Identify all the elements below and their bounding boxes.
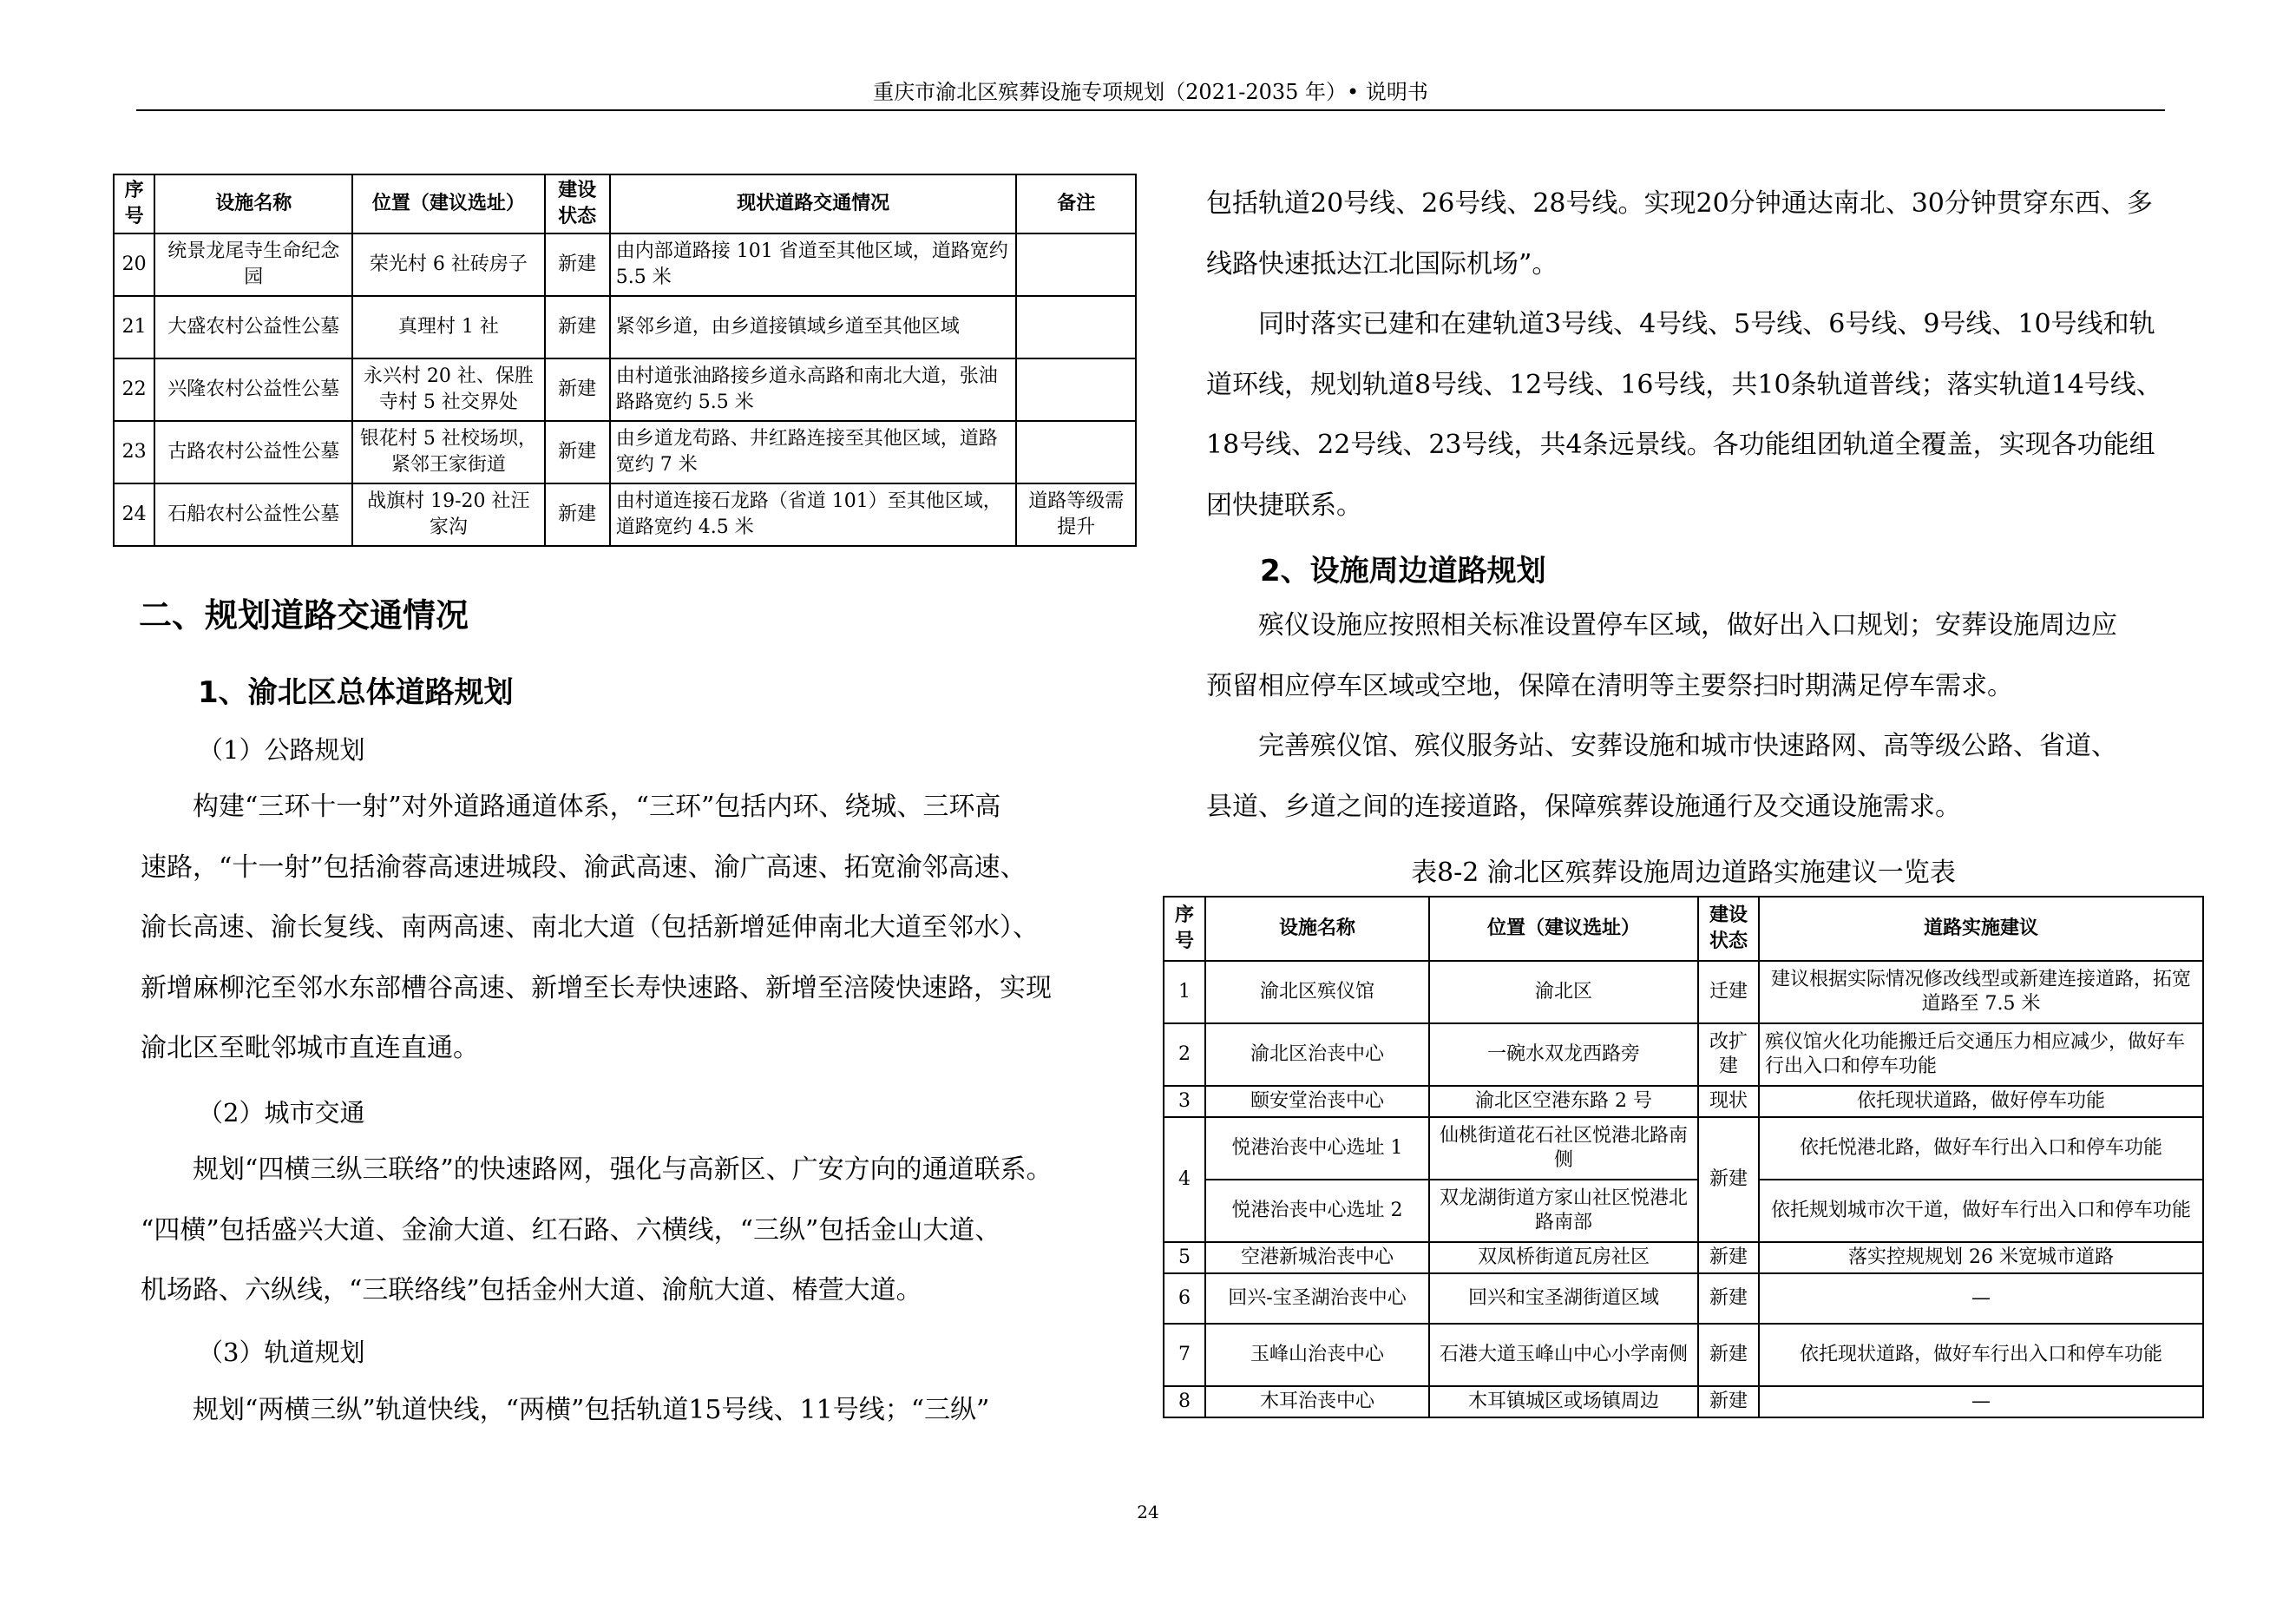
col-header-remark: 备注 — [1016, 174, 1136, 233]
text-line: 团快捷联系。 — [1206, 490, 1362, 521]
text-line: 新增麻柳沱至邻水东部槽谷高速、新增至长寿快速路、新增至涪陵快速路，实现 — [141, 972, 1052, 1003]
subsection-heading-2: 2、设施周边道路规划 — [1260, 554, 1546, 588]
header-rule — [136, 109, 2165, 111]
cell-advice: — — [1759, 1273, 2203, 1324]
road-advice-table — [1163, 896, 2204, 1418]
paragraph-highway — [141, 777, 1104, 1079]
cell-traffic: 由内部道路接 101 省道至其他区域，道路宽约 5.5 米 — [610, 233, 1017, 296]
text-line: 构建“三环十一射”对外道路通道体系，“三环”包括内环、绕城、三环高 — [193, 792, 1001, 822]
cell-status: 改扩建 — [1698, 1023, 1759, 1086]
cell-no: 22 — [114, 358, 154, 421]
cell-name: 木耳治丧中心 — [1205, 1386, 1429, 1417]
paragraph-urban — [141, 1140, 1104, 1321]
cell-no: 5 — [1164, 1242, 1205, 1273]
cell-status: 新建 — [1698, 1117, 1759, 1242]
cell-advice: 建议根据实际情况修改线型或新建连接道路，拓宽道路至 7.5 米 — [1759, 961, 2203, 1023]
cell-location: 仙桃街道花石社区悦港北路南侧 — [1429, 1117, 1698, 1180]
col-header-no: 序号 — [114, 174, 154, 233]
cell-traffic: 由村道连接石龙路（省道 101）至其他区域，道路宽约 4.5 米 — [610, 483, 1017, 546]
paragraph-rail — [141, 1380, 1104, 1441]
cell-location: 双龙湖街道方家山社区悦港北路南部 — [1429, 1180, 1698, 1242]
cell-status: 新建 — [1698, 1242, 1759, 1273]
cell-status: 迁建 — [1698, 961, 1759, 1023]
left-column — [113, 174, 1137, 547]
cell-status: 新建 — [1698, 1324, 1759, 1386]
cell-location: 木耳镇城区或场镇周边 — [1429, 1386, 1698, 1417]
col-header-advice: 道路实施建议 — [1759, 897, 2203, 961]
cell-advice: 落实控规规划 26 米宽城市道路 — [1759, 1242, 2203, 1273]
table-row — [1164, 1386, 2203, 1417]
text-line: 渝北区至毗邻城市直连直通。 — [141, 1033, 479, 1063]
table-row — [1164, 1273, 2203, 1324]
subsection-heading-1: 1、渝北区总体道路规划 — [198, 675, 514, 710]
page-number: 24 — [1137, 1502, 1159, 1522]
cell-status: 新建 — [545, 296, 610, 358]
cell-status: 新建 — [1698, 1386, 1759, 1417]
table-row — [114, 233, 1136, 296]
cell-location: 双凤桥街道瓦房社区 — [1429, 1242, 1698, 1273]
item-heading-rail: （3）轨道规划 — [198, 1338, 365, 1367]
cell-name: 悦港治丧中心选址 1 — [1205, 1117, 1429, 1180]
cell-no: 8 — [1164, 1386, 1205, 1417]
cell-name: 悦港治丧中心选址 2 — [1205, 1180, 1429, 1242]
text-line: “四横”包括盛兴大道、金渝大道、红石路、六横线，“三纵”包括金山大道、 — [141, 1214, 1001, 1246]
cell-remark — [1016, 358, 1136, 421]
cell-no: 3 — [1164, 1086, 1205, 1117]
cell-no: 20 — [114, 233, 154, 296]
cell-no: 1 — [1164, 961, 1205, 1023]
cell-location: 回兴和宝圣湖街道区域 — [1429, 1273, 1698, 1324]
table-row — [114, 421, 1136, 483]
cell-name: 颐安堂治丧中心 — [1205, 1086, 1429, 1117]
cell-no: 6 — [1164, 1273, 1205, 1324]
table-row — [114, 483, 1136, 546]
table-row — [1164, 1117, 2203, 1180]
cell-status: 现状 — [1698, 1086, 1759, 1117]
cell-name: 空港新城治丧中心 — [1205, 1242, 1429, 1273]
cell-no: 4 — [1164, 1117, 1205, 1242]
table-row — [1164, 1324, 2203, 1386]
cell-name: 兴隆农村公益性公墓 — [154, 358, 352, 421]
cell-location: 荣光村 6 社砖房子 — [352, 233, 544, 296]
cell-name: 渝北区殡仪馆 — [1205, 961, 1429, 1023]
cell-advice: 依托悦港北路，做好车行出入口和停车功能 — [1759, 1117, 2203, 1180]
cell-location: 石港大道玉峰山中心小学南侧 — [1429, 1324, 1698, 1386]
cell-remark — [1016, 421, 1136, 483]
text-line: 18号线、22号线、23号线，共4条远景线。各功能组团轨道全覆盖，实现各功能组 — [1206, 430, 2155, 460]
cell-advice: 殡仪馆火化功能搬迁后交通压力相应减少，做好车行出入口和停车功能 — [1759, 1023, 2203, 1086]
cell-location: 一碗水双龙西路旁 — [1429, 1023, 1698, 1086]
text-line: 完善殡仪馆、殡仪服务站、安葬设施和城市快速路网、高等级公路、省道、 — [1258, 731, 2117, 761]
text-line: 殡仪设施应按照相关标准设置停车区域，做好出入口规划；安葬设施周边应 — [1258, 610, 2117, 641]
cell-advice: — — [1759, 1386, 2203, 1417]
table-header-row — [1164, 897, 2203, 961]
text-line: 速路，“十一射”包括渝蓉高速进城段、渝武高速、渝广高速、拓宽渝邻高速、 — [141, 851, 1027, 883]
cell-name: 统景龙尾寺生命纪念园 — [154, 233, 352, 296]
table-header-row — [114, 174, 1136, 233]
text-line: 线路快速抵达江北国际机场”。 — [1206, 248, 1558, 279]
cell-no: 21 — [114, 296, 154, 358]
cell-location: 真理村 1 社 — [352, 296, 544, 358]
col-header-name: 设施名称 — [154, 174, 352, 233]
cell-remark — [1016, 233, 1136, 296]
col-header-name: 设施名称 — [1205, 897, 1429, 961]
cell-name: 古路农村公益性公墓 — [154, 421, 352, 483]
col-header-status: 建设状态 — [545, 174, 610, 233]
cell-traffic: 由乡道龙苟路、井红路连接至其他区域，道路宽约 7 米 — [610, 421, 1017, 483]
table-row — [114, 296, 1136, 358]
item-heading-urban: （2）城市交通 — [198, 1098, 365, 1128]
text-line: 渝长高速、渝长复线、南两高速、南北大道（包括新增延伸南北大道至邻水）、 — [141, 912, 1039, 943]
cell-location: 战旗村 19-20 社汪家沟 — [352, 483, 544, 546]
table-row — [1164, 1023, 2203, 1086]
paragraph-surrounding-roads — [1206, 595, 2169, 837]
cell-location: 银花村 5 社校场坝，紧邻王家街道 — [352, 421, 544, 483]
page-header: 重庆市渝北区殡葬设施专项规划（2021-2035 年）• 说明书 — [873, 80, 1428, 104]
cell-remark — [1016, 296, 1136, 358]
cell-traffic: 由村道张油路接乡道永高路和南北大道，张油路路宽约 5.5 米 — [610, 358, 1017, 421]
road-advice-table-wrap — [1163, 896, 2202, 1418]
col-header-location: 位置（建议选址） — [1429, 897, 1698, 961]
cell-advice: 依托现状道路，做好车行出入口和停车功能 — [1759, 1324, 2203, 1386]
item-heading-highway: （1）公路规划 — [198, 735, 365, 765]
table-caption: 表8-2 渝北区殡葬设施周边道路实施建议一览表 — [1411, 858, 1956, 888]
col-header-no: 序号 — [1164, 897, 1205, 961]
cell-status: 新建 — [545, 358, 610, 421]
text-line: 县道、乡道之间的连接道路，保障殡葬设施通行及交通设施需求。 — [1206, 791, 1961, 822]
cell-advice: 依托现状道路，做好停车功能 — [1759, 1086, 2203, 1117]
cell-name: 回兴-宝圣湖治丧中心 — [1205, 1273, 1429, 1324]
paragraph-rail-continued — [1206, 174, 2169, 536]
cell-status: 新建 — [545, 233, 610, 296]
text-line: 机场路、六纵线，“三联络线”包括金州大道、渝航大道、椿萱大道。 — [141, 1275, 922, 1305]
text-line: 规划“四横三纵三联络”的快速路网，强化与高新区、广安方向的通道联系。 — [193, 1154, 1053, 1185]
cell-no: 2 — [1164, 1023, 1205, 1086]
col-header-location: 位置（建议选址） — [352, 174, 544, 233]
table-row — [1164, 1086, 2203, 1117]
table-row — [1164, 1242, 2203, 1273]
col-header-traffic: 现状道路交通情况 — [610, 174, 1017, 233]
cell-no: 23 — [114, 421, 154, 483]
cell-name: 石船农村公益性公墓 — [154, 483, 352, 546]
cell-status: 新建 — [1698, 1273, 1759, 1324]
cell-name: 渝北区治丧中心 — [1205, 1023, 1429, 1086]
cell-location: 永兴村 20 社、保胜寺村 5 社交界处 — [352, 358, 544, 421]
cell-name: 大盛农村公益性公墓 — [154, 296, 352, 358]
cell-remark: 道路等级需提升 — [1016, 483, 1136, 546]
col-header-status: 建设状态 — [1698, 897, 1759, 961]
cell-traffic: 紧邻乡道，由乡道接镇域乡道至其他区域 — [610, 296, 1017, 358]
text-line: 包括轨道20号线、26号线、28号线。实现20分钟通达南北、30分钟贯穿东西、多 — [1206, 188, 2153, 219]
table-row — [114, 358, 1136, 421]
table-row — [1164, 1180, 2203, 1242]
cell-no: 7 — [1164, 1324, 1205, 1386]
cell-status: 新建 — [545, 421, 610, 483]
table-row — [1164, 961, 2203, 1023]
cell-no: 24 — [114, 483, 154, 546]
cell-advice: 依托规划城市次干道，做好车行出入口和停车功能 — [1759, 1180, 2203, 1242]
text-line: 规划“两横三纵”轨道快线，“两横”包括轨道15号线、11号线；“三纵” — [193, 1395, 990, 1425]
text-line: 预留相应停车区域或空地，保障在清明等主要祭扫时期满足停车需求。 — [1206, 670, 2013, 701]
section-heading: 二、规划道路交通情况 — [139, 596, 469, 634]
cell-location: 渝北区 — [1429, 961, 1698, 1023]
cell-location: 渝北区空港东路 2 号 — [1429, 1086, 1698, 1117]
facility-traffic-table — [113, 174, 1137, 547]
cell-name: 玉峰山治丧中心 — [1205, 1324, 1429, 1386]
text-line: 道环线，规划轨道8号线、12号线、16号线，共10条轨道普线；落实轨道14号线、 — [1206, 369, 2162, 400]
text-line: 同时落实已建和在建轨道3号线、4号线、5号线、6号线、9号线、10号线和轨 — [1258, 309, 2155, 339]
cell-status: 新建 — [545, 483, 610, 546]
